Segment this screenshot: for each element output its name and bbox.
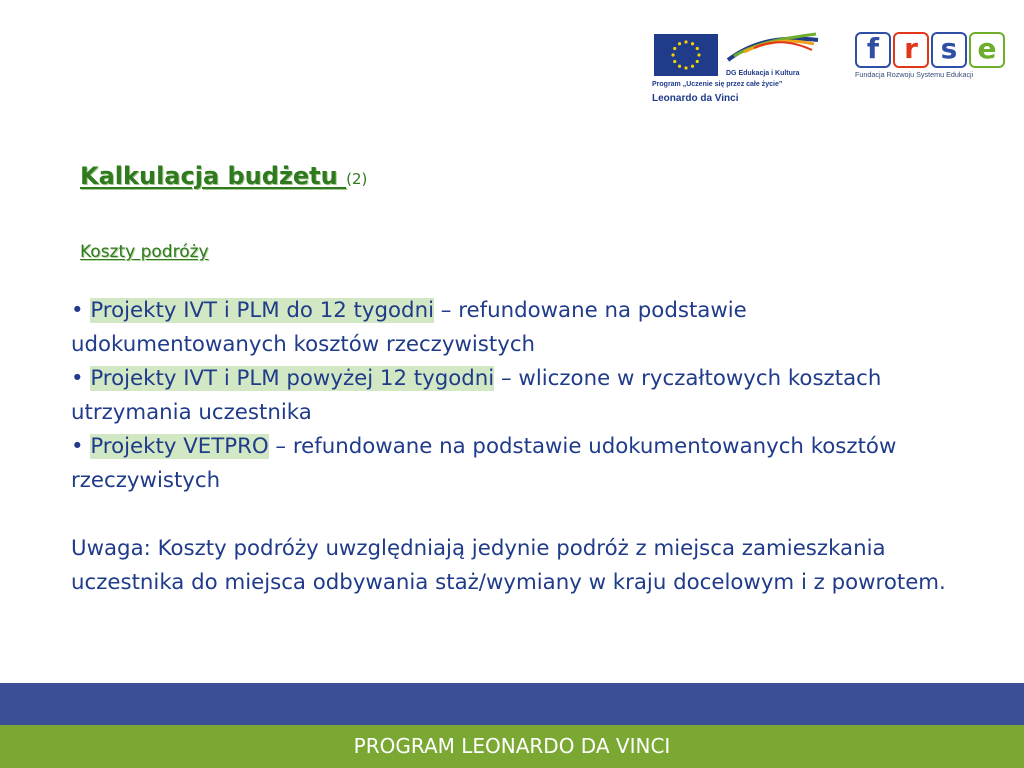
bullet-glyph: • xyxy=(71,298,91,323)
frse-letters xyxy=(855,32,1005,68)
eu-leonardo-text: Leonardo da Vinci xyxy=(652,93,739,104)
section-subtitle: Koszty podróży xyxy=(80,242,209,262)
footer-blue-band xyxy=(0,683,1024,725)
eu-star-icon xyxy=(697,53,700,56)
eu-star-icon xyxy=(678,42,681,45)
eu-flag-icon xyxy=(654,34,718,76)
eu-star-icon xyxy=(678,65,681,68)
frse-letter-r: r xyxy=(893,32,929,68)
highlighted-term: Projekty VETPRO xyxy=(90,434,269,459)
note-text: Uwaga: Koszty podróży uwzględniają jedynie podróż z miejsca zamieszkania uczestnika do miejsca odbywania staż/wymiany w kraju docelowym i z powrotem. xyxy=(71,536,946,595)
frse-letter-e: e xyxy=(969,32,1005,68)
eu-dg-text: DG Edukacja i Kultura xyxy=(726,70,800,77)
item-description: – wliczone w ryczałtowych kosztach utrzymania uczestnika xyxy=(71,366,882,425)
eu-star-icon xyxy=(673,47,676,50)
leonardo-swoosh-icon xyxy=(724,30,820,70)
eu-program-text: Program „Uczenie się przez całe życie” xyxy=(652,81,783,88)
slide-body xyxy=(71,294,961,600)
spacer xyxy=(71,498,961,532)
page-title-text: Kalkulacja budżetu xyxy=(80,162,347,190)
bullet-glyph: • xyxy=(71,434,91,459)
eu-leonardo-logo xyxy=(652,30,822,110)
frse-letter-f: f xyxy=(855,32,891,68)
frse-logo xyxy=(855,32,1005,84)
eu-star-icon xyxy=(691,65,694,68)
item-description: – refundowane na podstawie udokumentowanych kosztów rzeczywistych xyxy=(71,434,897,493)
page-title-number: (2) xyxy=(346,170,368,188)
item-description: – refundowane na podstawie udokumentowanych kosztów rzeczywistych xyxy=(71,298,747,357)
list-item xyxy=(71,362,961,430)
footer-program-label: PROGRAM LEONARDO DA VINCI xyxy=(353,734,671,758)
frse-caption: Fundacja Rozwoju Systemu Edukacji xyxy=(855,70,974,79)
eu-star-icon xyxy=(696,60,699,63)
frse-letter-s: s xyxy=(931,32,967,68)
list-item xyxy=(71,430,961,498)
bullet-glyph: • xyxy=(71,366,91,391)
highlighted-term: Projekty IVT i PLM powyżej 12 tygodni xyxy=(90,366,495,391)
eu-star-icon xyxy=(671,53,674,56)
eu-star-icon xyxy=(696,47,699,50)
page-title xyxy=(80,162,367,190)
eu-star-icon xyxy=(673,60,676,63)
list-item xyxy=(71,294,961,362)
eu-star-icon xyxy=(684,40,687,43)
eu-star-icon xyxy=(684,66,687,69)
highlighted-term: Projekty IVT i PLM do 12 tygodni xyxy=(90,298,434,323)
eu-star-icon xyxy=(691,42,694,45)
